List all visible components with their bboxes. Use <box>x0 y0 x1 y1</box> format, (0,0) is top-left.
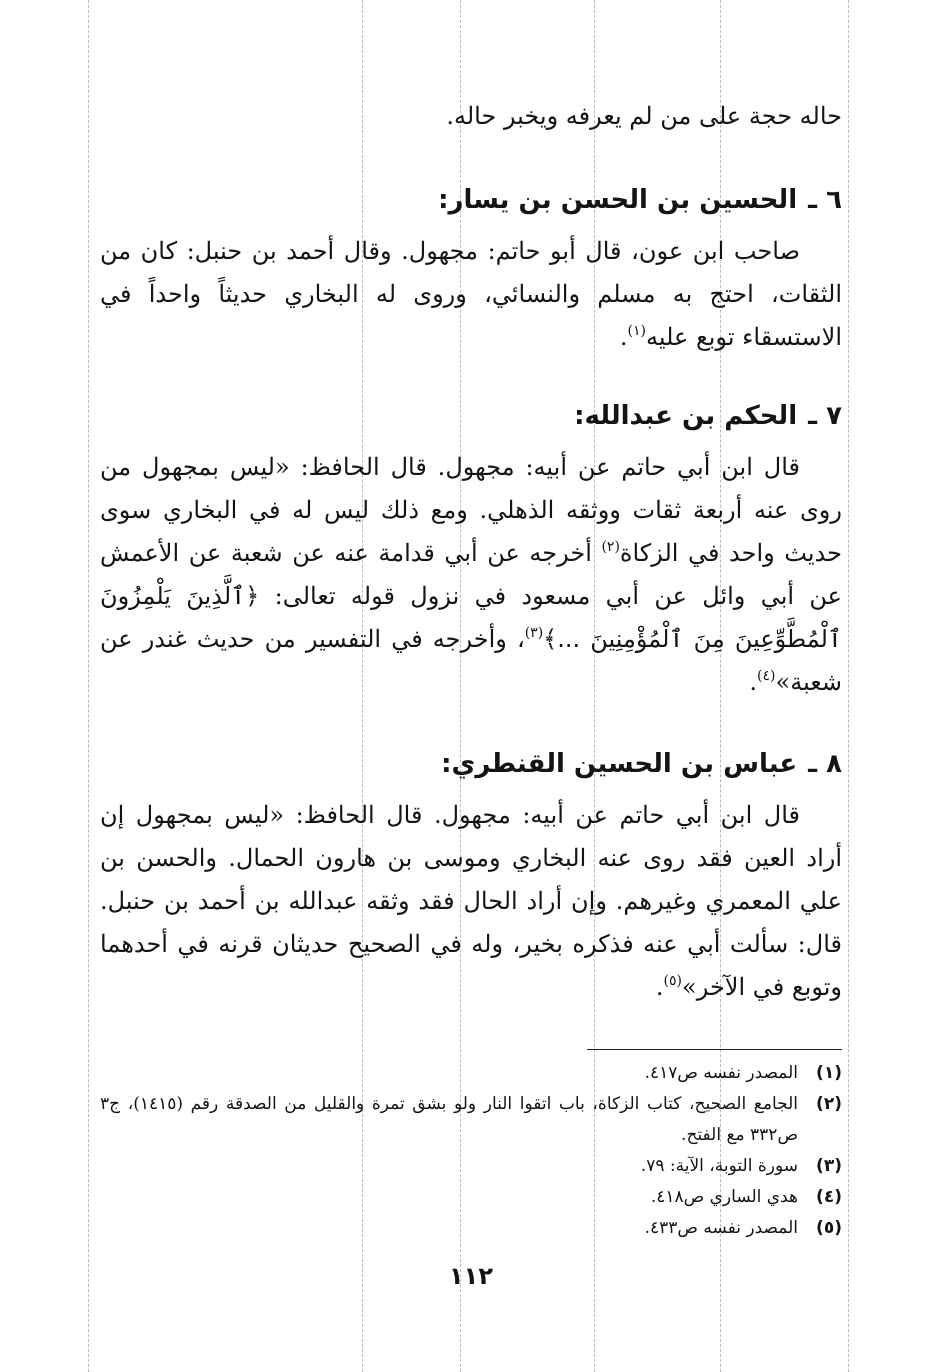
intro-paragraph: حاله حجة على من لم يعرفه ويخبر حاله. <box>446 102 842 130</box>
footnote-item <box>100 1182 842 1213</box>
paragraph-text: ، وأخرجه في التفسير من حديث غندر عن شعبة» <box>100 625 842 696</box>
paragraph-text: أخرجه عن أبي قدامة عنه عن شعبة عن الأعمش عن أبي وائل عن أبي مسعود في نزول قوله تعالى: <box>100 539 842 610</box>
section-number: ٨ ـ <box>808 749 842 779</box>
paragraph-text: قال ابن أبي حاتم عن أبيه: مجهول. قال الحافظ: «ليس بمجهول إن أراد العين فقد روى عنه البخاري وموسى بن هارون الحمال. والحسن بن علي المعمري وغيرهم. وإن أراد الحال فقد وثقه عبدالله بن أحمد بن حنبل. قال: سألت أبي عنه فذكره بخير، وله في الصحيح حديثان قرنه في أحدهما وتوبع في الآخر» <box>100 801 842 1001</box>
footnote-item <box>100 1089 842 1151</box>
footnote-ref-2[interactable]: (٢) <box>601 539 620 555</box>
footnote-number: (٥) <box>816 1218 842 1238</box>
section-heading-8 <box>100 742 842 786</box>
book-page <box>100 95 842 1244</box>
footnote-ref-3[interactable]: (٣) <box>524 625 544 641</box>
footnote-text: سورة التوبة، الآية: ٧٩. <box>640 1156 798 1176</box>
section-title: عباس بن الحسين القنطري: <box>441 749 798 779</box>
footnote-text: المصدر نفسه ص٤١٧. <box>644 1063 798 1083</box>
section-8-paragraph <box>100 794 842 1009</box>
paragraph-text: . <box>619 323 628 351</box>
footnote-ref-1[interactable]: (١) <box>627 323 646 339</box>
quran-verse: ﴿ٱلَّذِينَ يَلْمِزُونَ ٱلْمُطَّوِّعِينَ مِنَ ٱلْمُؤْمِنِينَ ...﴾ <box>100 582 842 653</box>
scan-guide-line <box>88 0 89 1372</box>
section-heading-6 <box>100 178 842 222</box>
footnote-number: (٤) <box>816 1187 842 1207</box>
paragraph-text: قال ابن أبي حاتم عن أبيه: مجهول. قال الحافظ: «ليس بمجهول من روى عنه أربعة ثقات ووثقه الذهلي. ومع ذلك ليس له في البخاري سوى حديث واحد في الزكاة <box>100 453 842 567</box>
section-title: الحسين بن الحسن بن يسار: <box>438 185 798 215</box>
page-number: ١١٢ <box>449 1262 493 1290</box>
scan-guide-line <box>848 0 849 1372</box>
footnote-item <box>100 1151 842 1182</box>
footnote-number: (٣) <box>816 1156 842 1176</box>
paragraph-text: . <box>749 668 758 696</box>
footnotes-list <box>100 1058 842 1244</box>
footnote-text: الجامع الصحيح، كتاب الزكاة، باب اتقوا النار ولو بشق تمرة والقليل من الصدقة رقم (١٤١٥)، ج٣ ص٣٣٢ مع الفتح. <box>100 1094 799 1145</box>
footnote-ref-4[interactable]: (٤) <box>757 668 776 684</box>
footnote-item <box>100 1058 842 1089</box>
footnote-ref-5[interactable]: (٥) <box>663 973 683 989</box>
section-title: الحكم بن عبدالله: <box>574 401 798 431</box>
paragraph-text: . <box>655 973 664 1001</box>
section-7-paragraph <box>100 446 842 704</box>
footnote-number: (٢) <box>816 1094 842 1114</box>
footnote-separator <box>587 1049 842 1050</box>
footnote-text: المصدر نفسه ص٤٣٣. <box>644 1218 798 1238</box>
footnote-item <box>100 1213 842 1244</box>
section-heading-7 <box>100 394 842 438</box>
footnote-number: (١) <box>816 1063 842 1083</box>
footnote-text: هدي الساري ص٤١٨. <box>650 1187 798 1207</box>
section-6-paragraph <box>100 230 842 359</box>
section-number: ٧ ـ <box>808 401 842 431</box>
section-number: ٦ ـ <box>808 185 842 215</box>
paragraph-text: صاحب ابن عون، قال أبو حاتم: مجهول. وقال أحمد بن حنبل: كان من الثقات، احتج به مسلم والنسائي، وروى له البخاري حديثاً واحداً في الاستسقاء توبع عليه <box>100 237 842 351</box>
